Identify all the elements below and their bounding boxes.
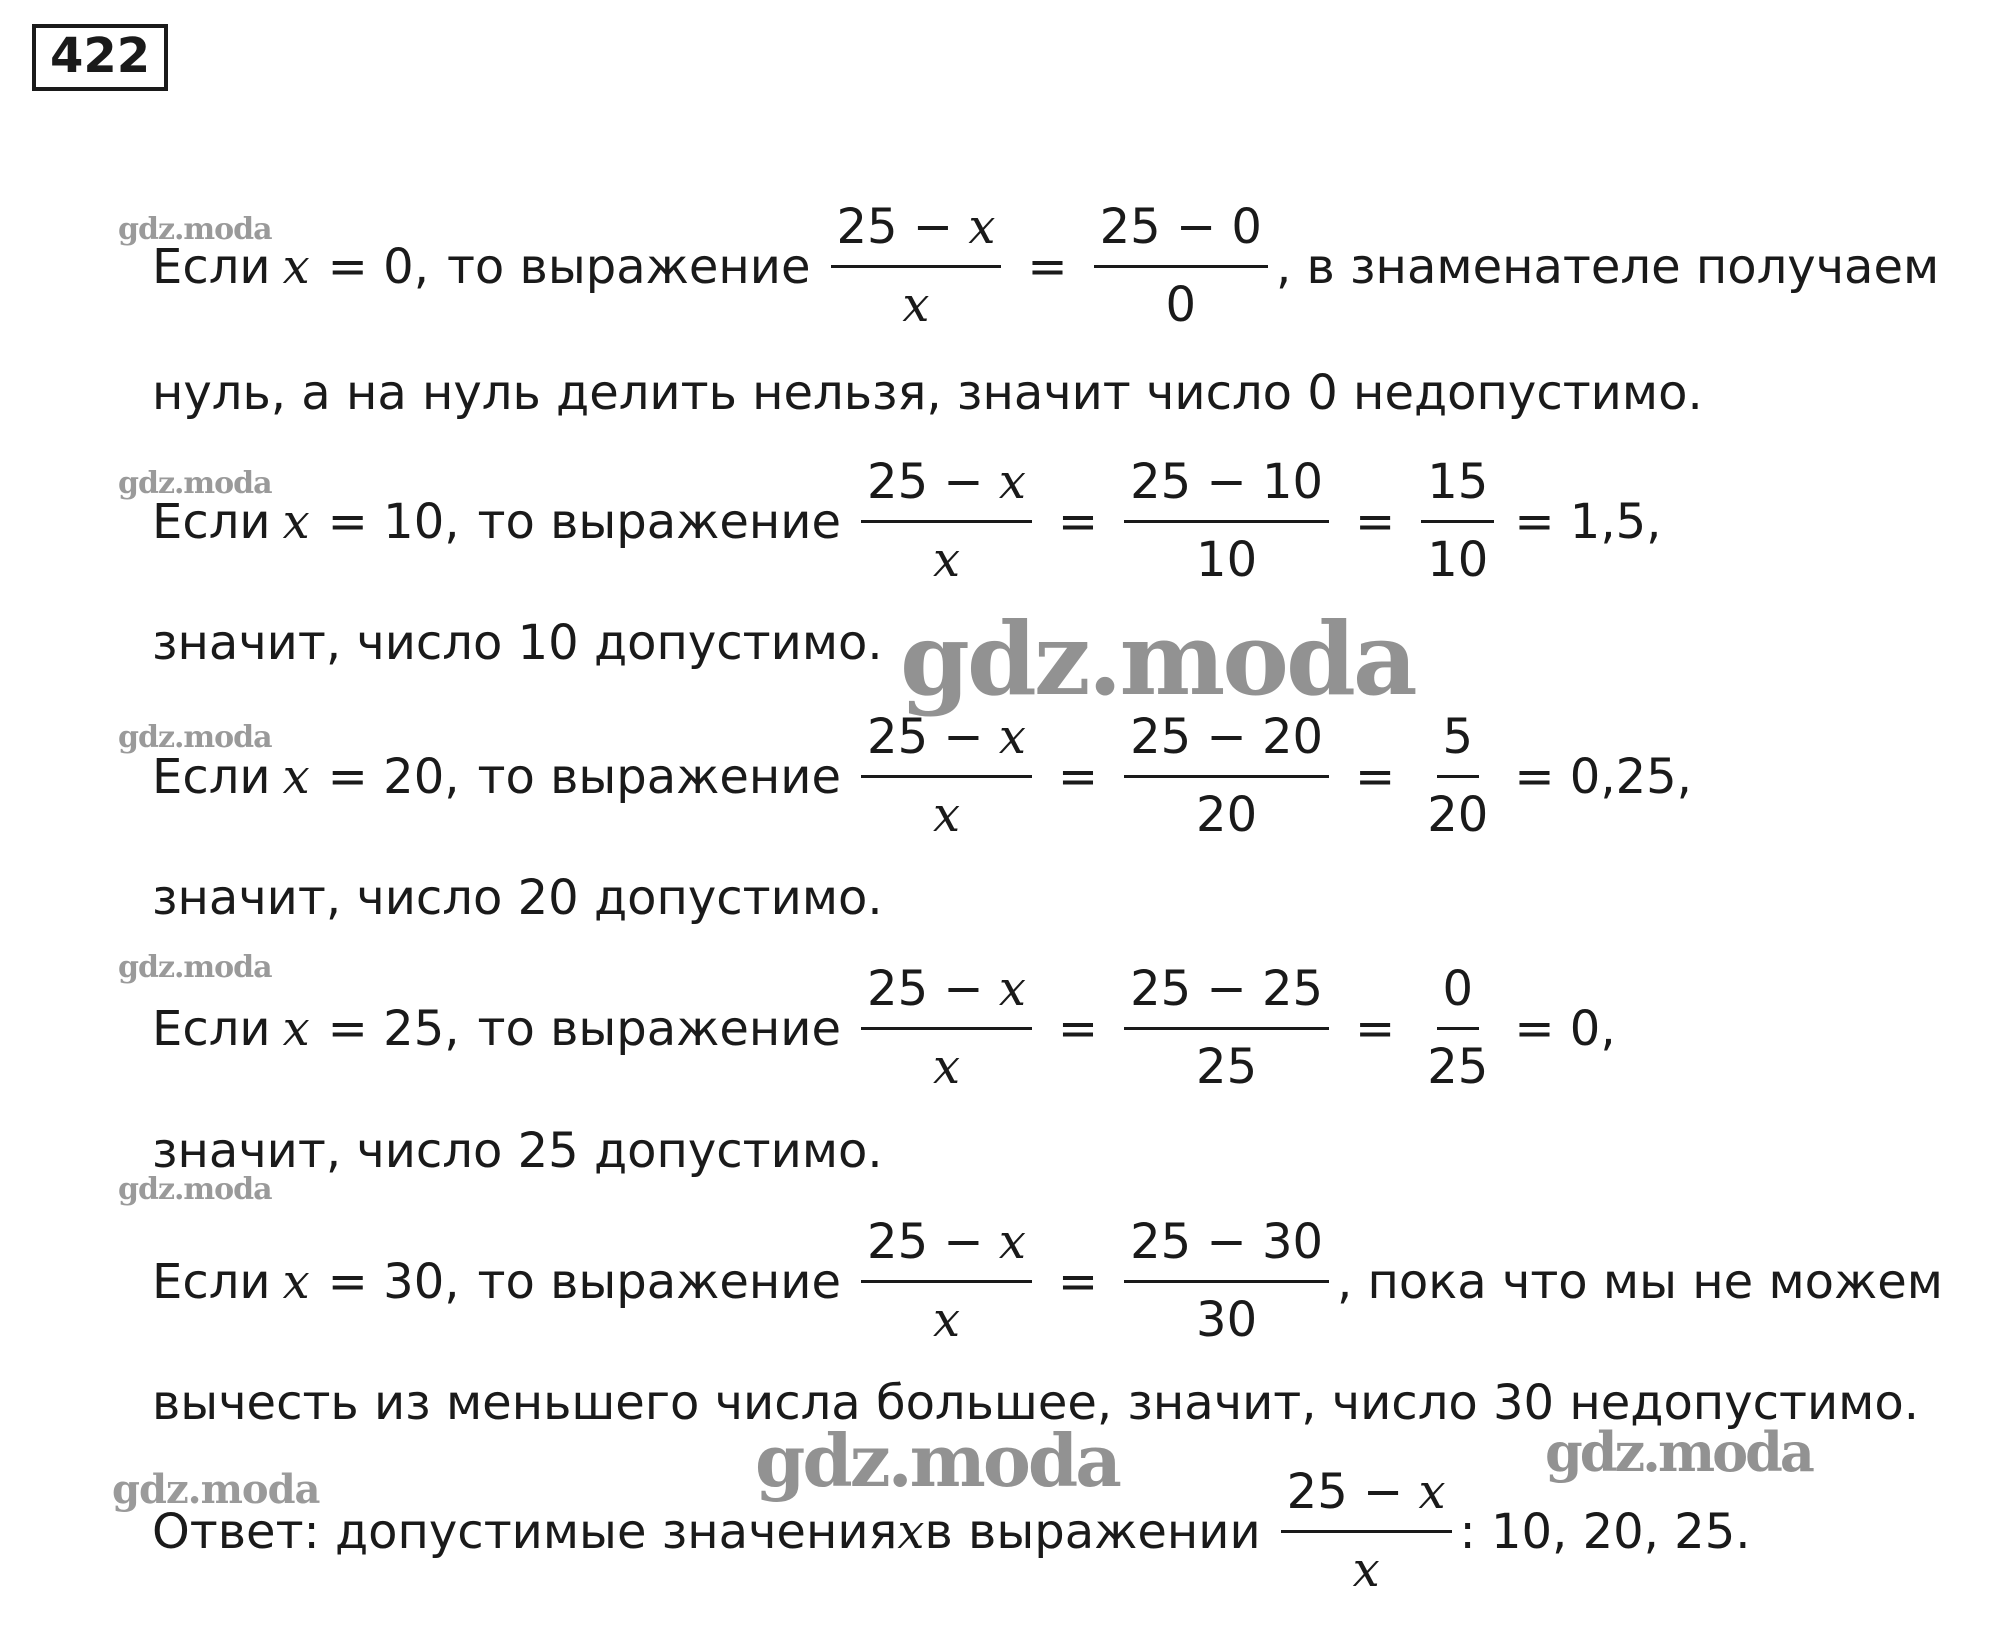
fraction-numerator: 25 − x [861,962,1032,1030]
fraction-numerator: 25 − 20 [1124,710,1329,778]
fraction-denominator: 10 [1427,532,1489,589]
case-line-2 [152,455,1661,588]
fraction-denominator: x [902,277,930,334]
fraction [861,962,1032,1095]
fraction-numerator: 25 − 0 [1094,200,1268,268]
variable-x: x [282,238,310,295]
fraction [1281,1465,1452,1598]
fraction [1124,455,1329,588]
watermark-small: gdz.moda [118,1172,272,1207]
case-prefix: Если [152,238,271,295]
watermark-small: gdz.moda [118,720,272,755]
equals-sign: = [1027,238,1068,295]
variable-x: x [282,748,310,805]
fraction [1124,710,1329,843]
fraction-numerator: 15 [1421,455,1494,523]
fraction-numerator: 25 − 30 [1124,1215,1329,1283]
fraction-denominator: 25 [1427,1039,1489,1096]
fraction-denominator: x [932,532,961,589]
fraction-numerator: 25 − x [831,200,1002,268]
fraction-denominator: 20 [1427,787,1489,844]
watermark-small: gdz.moda [118,212,272,247]
equals-sign: = [1057,1000,1099,1057]
fraction [861,455,1032,588]
equals-sign: = [1355,1000,1396,1057]
equals-value: = 0, [327,238,429,295]
variable-x: x [897,1503,925,1560]
equals-sign: = [1355,748,1396,805]
case-line-5 [152,1215,1943,1348]
case-mid: то выражение [477,1000,842,1057]
answer-mid: в выражении [924,1503,1261,1560]
case-prefix: Если [152,1000,271,1057]
fraction-denominator: 30 [1196,1292,1258,1349]
case-tail: , в знаменателе получаем [1275,238,1940,295]
equals-value: = 10, [327,493,460,550]
watermark-small: gdz.moda [118,466,272,501]
case-continuation-3: значит, число 20 допустимо. [152,870,883,926]
fraction-denominator: 20 [1196,787,1258,844]
watermark-large: gdz.moda [755,1418,1119,1503]
fraction-numerator: 25 − x [861,455,1032,523]
fraction-numerator: 25 − 25 [1124,962,1329,1030]
case-continuation-1: нуль, а на нуль делить нельзя, значит число 0 недопустимо. [152,365,1703,421]
fraction [1094,200,1268,333]
fraction [1124,1215,1329,1348]
case-continuation-5: вычесть из меньшего числа большее, значит, число 30 недопустимо. [152,1375,1919,1431]
case-tail: = 0, [1514,1000,1616,1057]
case-mid: то выражение [477,493,842,550]
case-prefix: Если [152,1253,271,1310]
fraction [1421,710,1494,843]
watermark-large: gdz.moda [1545,1420,1812,1484]
fraction-numerator: 0 [1437,962,1480,1030]
variable-x: x [282,1253,310,1310]
fraction-denominator: x [1352,1542,1380,1599]
case-line-4 [152,962,1616,1095]
case-tail: = 1,5, [1514,493,1662,550]
fraction-denominator: 10 [1196,532,1258,589]
case-mid: то выражение [477,1253,842,1310]
case-tail: = 0,25, [1514,748,1692,805]
case-line-3 [152,710,1692,843]
fraction-denominator: x [932,1039,961,1096]
equals-value: = 25, [327,1000,460,1057]
fraction-numerator: 5 [1437,710,1480,778]
variable-x: x [282,493,310,550]
case-mid: то выражение [477,748,842,805]
fraction [1124,962,1329,1095]
answer-prefix: Ответ: допустимые значения [152,1503,898,1560]
watermark-large: gdz.moda [900,600,1415,718]
case-mid: то выражение [446,238,811,295]
fraction [1421,455,1494,588]
equals-value: = 30, [327,1253,460,1310]
fraction [1421,962,1494,1095]
equals-sign: = [1057,748,1099,805]
fraction-numerator: 25 − 10 [1124,455,1329,523]
case-prefix: Если [152,748,271,805]
fraction-denominator: 0 [1165,277,1197,334]
fraction-numerator: 25 − x [861,710,1032,778]
case-line-1 [152,200,1939,333]
equals-value: = 20, [327,748,460,805]
task-number-box: 422 [32,24,168,91]
case-continuation-4: значит, число 25 допустимо. [152,1123,883,1179]
equals-sign: = [1057,493,1099,550]
watermark-small: gdz.moda [118,950,272,985]
fraction-denominator: x [932,1292,961,1349]
equals-sign: = [1355,493,1396,550]
equals-sign: = [1057,1253,1099,1310]
fraction-numerator: 25 − x [1281,1465,1452,1533]
variable-x: x [282,1000,310,1057]
fraction [861,710,1032,843]
fraction [861,1215,1032,1348]
fraction-numerator: 25 − x [861,1215,1032,1283]
case-prefix: Если [152,493,271,550]
fraction-denominator: x [932,787,961,844]
answer-tail: : 10, 20, 25. [1459,1503,1751,1560]
watermark-small: gdz.moda [112,1466,320,1513]
fraction-denominator: 25 [1196,1039,1258,1096]
case-tail: , пока что мы не можем [1337,1253,1944,1310]
fraction [831,200,1002,333]
case-continuation-2: значит, число 10 допустимо. [152,615,883,671]
